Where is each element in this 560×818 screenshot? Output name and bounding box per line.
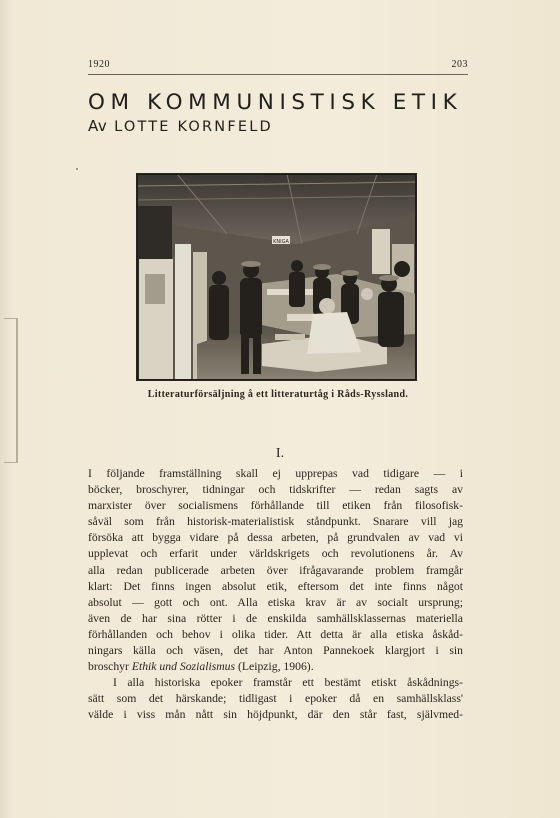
article-title: OM KOMMUNISTISK ETIK — [88, 90, 463, 115]
book-title: Ethik und Sozialismus — [131, 660, 236, 674]
body-line: ningars källa och väsen, det har Anton Pannekoek klargjort i sin — [88, 644, 463, 658]
article-byline — [88, 117, 273, 135]
body-line: förhållanden och behov i olika tider. Att detta är alla etiska åskåd- — [88, 627, 463, 641]
body-line: välde i viss mån nått sin höjdpunkt, där den står fast, självmed- — [88, 708, 463, 722]
page-edge-mark — [16, 318, 18, 463]
body-line: I alla historiska epoker framstår ett bestämt etiskt åskådnings- — [113, 676, 463, 690]
body-text — [88, 466, 463, 724]
body-line-text: broschyr — [88, 660, 132, 674]
body-line: upplevat och erfarit under världskrigets och revolutionens år. Av — [88, 547, 463, 561]
page-edge-tick — [4, 318, 18, 319]
figure-caption: Litteraturförsäljning å ett litteraturtåg i Råds-Ryssland. — [147, 389, 409, 400]
body-line: absolut — gott och ont. Alla etiska krav är av socialt ursprung; — [88, 595, 463, 609]
header-page-number: 203 — [451, 59, 468, 70]
body-line: såväl som från historisk-materialistisk ståndpunkt. Snarare vill jag — [88, 515, 463, 529]
figure-photo — [136, 173, 417, 381]
section-numeral: I. — [275, 446, 285, 461]
body-line-text: (Leipzig, 1906). — [235, 660, 314, 674]
body-line: även de har sina rötter i de enskilda samhällsklassernas materiella — [88, 611, 463, 625]
body-line: försöka att bygga vidare på dessa arbeten, på grundvalen av vad vi — [88, 531, 463, 545]
header-year: 1920 — [88, 59, 110, 70]
body-line: alla redan publicerade arbeten över ifrågavarande problem framgår — [88, 563, 463, 577]
body-line: böcker, broschyrer, tidningar och tidskrifter — redan sagts av — [88, 483, 463, 497]
body-line — [88, 659, 463, 675]
header-rule — [88, 74, 468, 75]
paper-speck — [76, 168, 78, 170]
byline-prefix: Av — [88, 117, 108, 135]
body-line: I följande framställning skall ej upprepas vad tidigare — i — [88, 467, 463, 480]
byline-author: LOTTE KORNFELD — [114, 119, 273, 135]
train-interior-illustration — [137, 174, 416, 380]
body-line: marxister över socialismens förhållande till etiken från filosofisk- — [88, 499, 463, 513]
carriage-sign: KNIGA — [273, 239, 289, 245]
body-line: klart: Det finns ingen absolut etik, eftersom det inte finns något — [88, 579, 463, 593]
page-edge-tick — [4, 462, 18, 463]
body-line: sätt som det härskande; tidligast i epoker då en samhällsklass' — [88, 692, 463, 706]
